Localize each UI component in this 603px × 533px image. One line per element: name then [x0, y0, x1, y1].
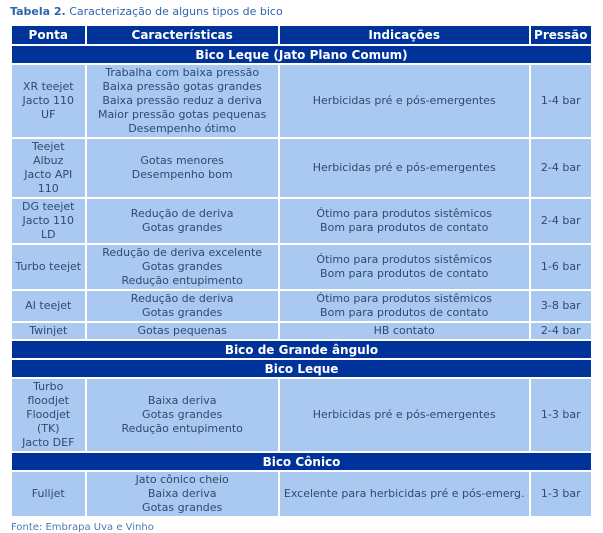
section-label: Bico Leque	[12, 360, 591, 377]
header-row	[12, 26, 591, 44]
pressao-cell: 2-4 bar	[531, 199, 591, 243]
section-label: Bico de Grande ângulo	[12, 341, 591, 358]
pressao-cell: 3-8 bar	[531, 291, 591, 321]
section-row	[12, 46, 591, 63]
table-row	[12, 199, 591, 243]
table-row	[12, 65, 591, 137]
ponta-cell: Twinjet	[12, 323, 85, 339]
caracteristicas-cell: Jato cônico cheio Baixa deriva Gotas grandes	[87, 472, 278, 516]
section-row	[12, 360, 591, 377]
section-row	[12, 453, 591, 470]
caracteristicas-cell: Trabalha com baixa pressão Baixa pressão gotas grandes Baixa pressão reduz a deriva Maior pressão gotas pequenas Desempenho ótimo	[87, 65, 278, 137]
indicacoes-cell: HB contato	[280, 323, 529, 339]
table-title	[10, 5, 593, 18]
ponta-cell: Turbo teejet	[12, 245, 85, 289]
column-header-caracteristicas: Características	[87, 26, 278, 44]
column-header-pressao: Pressão	[531, 26, 591, 44]
caracteristicas-cell: Baixa deriva Gotas grandes Redução entupimento	[87, 379, 278, 451]
indicacoes-cell: Herbicidas pré e pós-emergentes	[280, 139, 529, 197]
indicacoes-cell: Herbicidas pré e pós-emergentes	[280, 379, 529, 451]
pressao-cell: 1-6 bar	[531, 245, 591, 289]
pressao-cell: 1-3 bar	[531, 472, 591, 516]
caracteristicas-cell: Redução de deriva excelente Gotas grandes Redução entupimento	[87, 245, 278, 289]
table-row	[12, 245, 591, 289]
ponta-cell: AI teejet	[12, 291, 85, 321]
section-label: Bico Cônico	[12, 453, 591, 470]
table-row	[12, 139, 591, 197]
indicacoes-cell: Herbicidas pré e pós-emergentes	[280, 65, 529, 137]
ponta-cell: Fulljet	[12, 472, 85, 516]
table-header	[12, 26, 591, 44]
caracteristicas-cell: Gotas pequenas	[87, 323, 278, 339]
table-row	[12, 472, 591, 516]
pressao-cell: 1-3 bar	[531, 379, 591, 451]
table-title-number: Tabela 2.	[10, 5, 66, 18]
indicacoes-cell: Ótimo para produtos sistêmicos Bom para produtos de contato	[280, 245, 529, 289]
section-label: Bico Leque (Jato Plano Comum)	[12, 46, 591, 63]
pressao-cell: 2-4 bar	[531, 323, 591, 339]
nozzle-table	[10, 24, 593, 518]
ponta-cell: DG teejet Jacto 110 LD	[12, 199, 85, 243]
section-row	[12, 341, 591, 358]
ponta-cell: Teejet Albuz Jacto API 110	[12, 139, 85, 197]
indicacoes-cell: Ótimo para produtos sistêmicos Bom para produtos de contato	[280, 199, 529, 243]
caracteristicas-cell: Redução de deriva Gotas grandes	[87, 291, 278, 321]
caracteristicas-cell: Redução de deriva Gotas grandes	[87, 199, 278, 243]
table-row	[12, 291, 591, 321]
table-title-text: Caracterização de alguns tipos de bico	[65, 5, 283, 18]
indicacoes-cell: Excelente para herbicidas pré e pós-emerg.	[280, 472, 529, 516]
ponta-cell: XR teejet Jacto 110 UF	[12, 65, 85, 137]
pressao-cell: 1-4 bar	[531, 65, 591, 137]
pressao-cell: 2-4 bar	[531, 139, 591, 197]
caracteristicas-cell: Gotas menores Desempenho bom	[87, 139, 278, 197]
column-header-ponta: Ponta	[12, 26, 85, 44]
table-body	[12, 46, 591, 516]
table-row	[12, 323, 591, 339]
table-row	[12, 379, 591, 451]
ponta-cell: Turbo floodjet Floodjet (TK) Jacto DEF	[12, 379, 85, 451]
source-note: Fonte: Embrapa Uva e Vinho	[11, 522, 154, 533]
indicacoes-cell: Ótimo para produtos sistêmicos Bom para produtos de contato	[280, 291, 529, 321]
column-header-indicacoes: Indicações	[280, 26, 529, 44]
